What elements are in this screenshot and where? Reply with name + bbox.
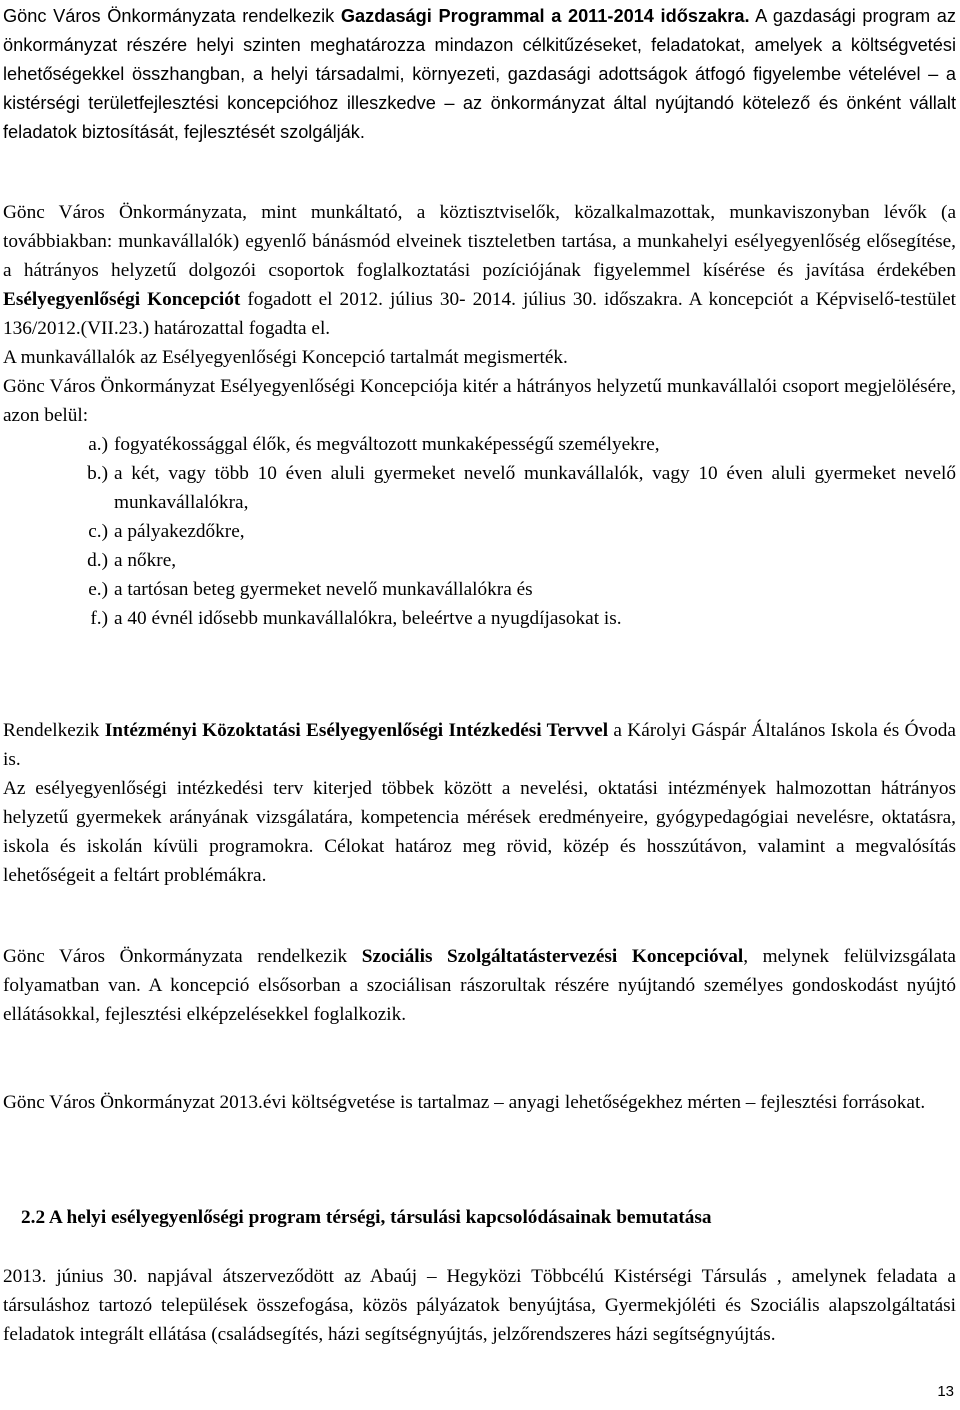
page-number: 13 <box>937 1383 954 1400</box>
list-item-label: a.) <box>88 434 108 455</box>
list-item <box>3 430 956 459</box>
school-plan-block <box>3 716 956 890</box>
list-item-label: d.) <box>87 550 108 571</box>
text-span: Gönc Város Önkormányzata rendelkezik <box>3 946 362 967</box>
social-services-concept-title: Szociális Szolgáltatástervezési Koncepcióval <box>361 946 744 967</box>
list-item <box>3 604 956 633</box>
text-span: Rendelkezik <box>3 720 105 741</box>
school-plan-title: Intézményi Közoktatási Esélyegyenlőségi Intézkedési Tervvel <box>104 720 609 741</box>
list-item-text: a nőkre, <box>114 550 177 571</box>
text-span: Gönc Város Önkormányzata, mint munkáltató, a köztisztviselők, közalkalmazottak, munkaviszonyban lévők (a továbbiakban: munkavállalók) egyenlő bánásmód elveinek tiszteletben tartása, a munkahelyi esélyegyenlőség elősegítése, a hátrányos helyzetű dolgozói csoportok foglalkoztatási pozíciójának figyelemmel kísérése és javítása érdekében <box>3 202 956 281</box>
list-item-text: a két, vagy több 10 éven aluli gyermeket nevelő munkavállalók, vagy 10 éven aluli gyermeket nevelő munkavállalókra, <box>114 463 956 513</box>
equal-opportunity-block <box>3 198 956 633</box>
association-paragraph: 2013. június 30. napjával átszerveződött az Abaúj – Hegyközi Többcélú Kistérségi Társulás , amelynek feladata a társuláshoz tartozó települések összefogása, közös pályázatok benyújtása, Gyermekjóléti és Szociális alapszolgáltatási feladatok integrált ellátása (családsegítés, házi segítségnyújtás, jelzőrendszeres házi segítségnyújtás. <box>3 1266 956 1345</box>
equal-opportunity-concept-title: Esélyegyenlőségi Koncepciót <box>3 289 241 310</box>
text-span: A gazdasági program az önkormányzat részére helyi szinten meghatározza mindazon célkitűzéseket, feladatokat, amelyek a költségvetési lehetőségekkel összhangban, a helyi társadalmi, környezeti, gazdasági adottságok átfogó figyelembe vételével – a kistérségi területfejlesztési koncepcióhoz illeszkedve – az önkormányzat által nyújtandó kötelező és önként vállalt feladatok biztosítását, fejlesztését szolgálják. <box>3 6 956 142</box>
economic-program-paragraph <box>3 2 956 147</box>
list-item-text: a tartósan beteg gyermeket nevelő munkavállalókra és <box>114 579 533 600</box>
list-item <box>3 517 956 546</box>
list-item-label: e.) <box>88 579 108 600</box>
text-span: fogadott el 2012. július 30- 2014. július 30. időszakra. A koncepciót a Képviselő-testület 136/2012.(VII.23.) határozattal fogadta el. <box>3 289 956 339</box>
list-item-text: a pályakezdőkre, <box>114 521 245 542</box>
equal-opportunity-paragraph <box>3 198 956 343</box>
school-plan-paragraph <box>3 716 956 774</box>
list-item-text: fogyatékossággal élők, és megváltozott munkaképességű személyekre, <box>114 434 660 455</box>
budget-paragraph: Gönc Város Önkormányzat 2013.évi költségvetése is tartalmaz – anyagi lehetőségekhez mérten – fejlesztési forrásokat. <box>3 1092 926 1113</box>
list-item-label: f.) <box>90 608 108 629</box>
list-item-label: c.) <box>88 521 108 542</box>
text-span: a Károlyi Gáspár Általános Iskola és Óvoda is. <box>3 720 956 770</box>
list-item <box>3 546 956 575</box>
list-item <box>3 575 956 604</box>
social-services-paragraph <box>3 942 956 1029</box>
disadvantaged-groups-intro: Gönc Város Önkormányzat Esélyegyenlőségi Koncepciója kitér a hátrányos helyzetű munkavállalói csoport megjelölésére, azon belül: <box>3 376 956 426</box>
text-span: , melynek felülvizsgálata folyamatban van. A koncepció elsősorban a szociálisan rászorultak részére nyújtandó személyes gondoskodást nyújtó ellátásokkal, fejlesztési elképzelésekkel foglalkozik. <box>3 946 956 1025</box>
text-span: Gönc Város Önkormányzata rendelkezik <box>3 6 341 26</box>
section-heading: 2.2 A helyi esélyegyenlőségi program térségi, társulási kapcsolódásainak bemutatása <box>21 1207 712 1228</box>
list-item-label: b.) <box>87 463 108 484</box>
list-item-text: a 40 évnél idősebb munkavállalókra, beleértve a nyugdíjasokat is. <box>114 608 622 629</box>
economic-program-title: Gazdasági Programmal a 2011-2014 időszakra. <box>340 6 750 26</box>
school-plan-details: Az esélyegyenlőségi intézkedési terv kiterjed többek között a nevelési, oktatási intézmények halmozottan hátrányos helyzetű gyermekek arányának vizsgálatára, kompetencia mérések eredményeire, gyógypedagógiai nevelésre, oktatásra, iskola és iskolán kívüli programokra. Célokat határoz meg rövid, közép és hosszútávon, valamint a megvalósítás lehetőségeit a feltárt problémákra. <box>3 778 956 886</box>
list-item <box>3 459 956 517</box>
disadvantaged-groups-list <box>3 430 956 633</box>
employees-informed-line: A munkavállalók az Esélyegyenlőségi Koncepció tartalmát megismerték. <box>3 347 568 368</box>
